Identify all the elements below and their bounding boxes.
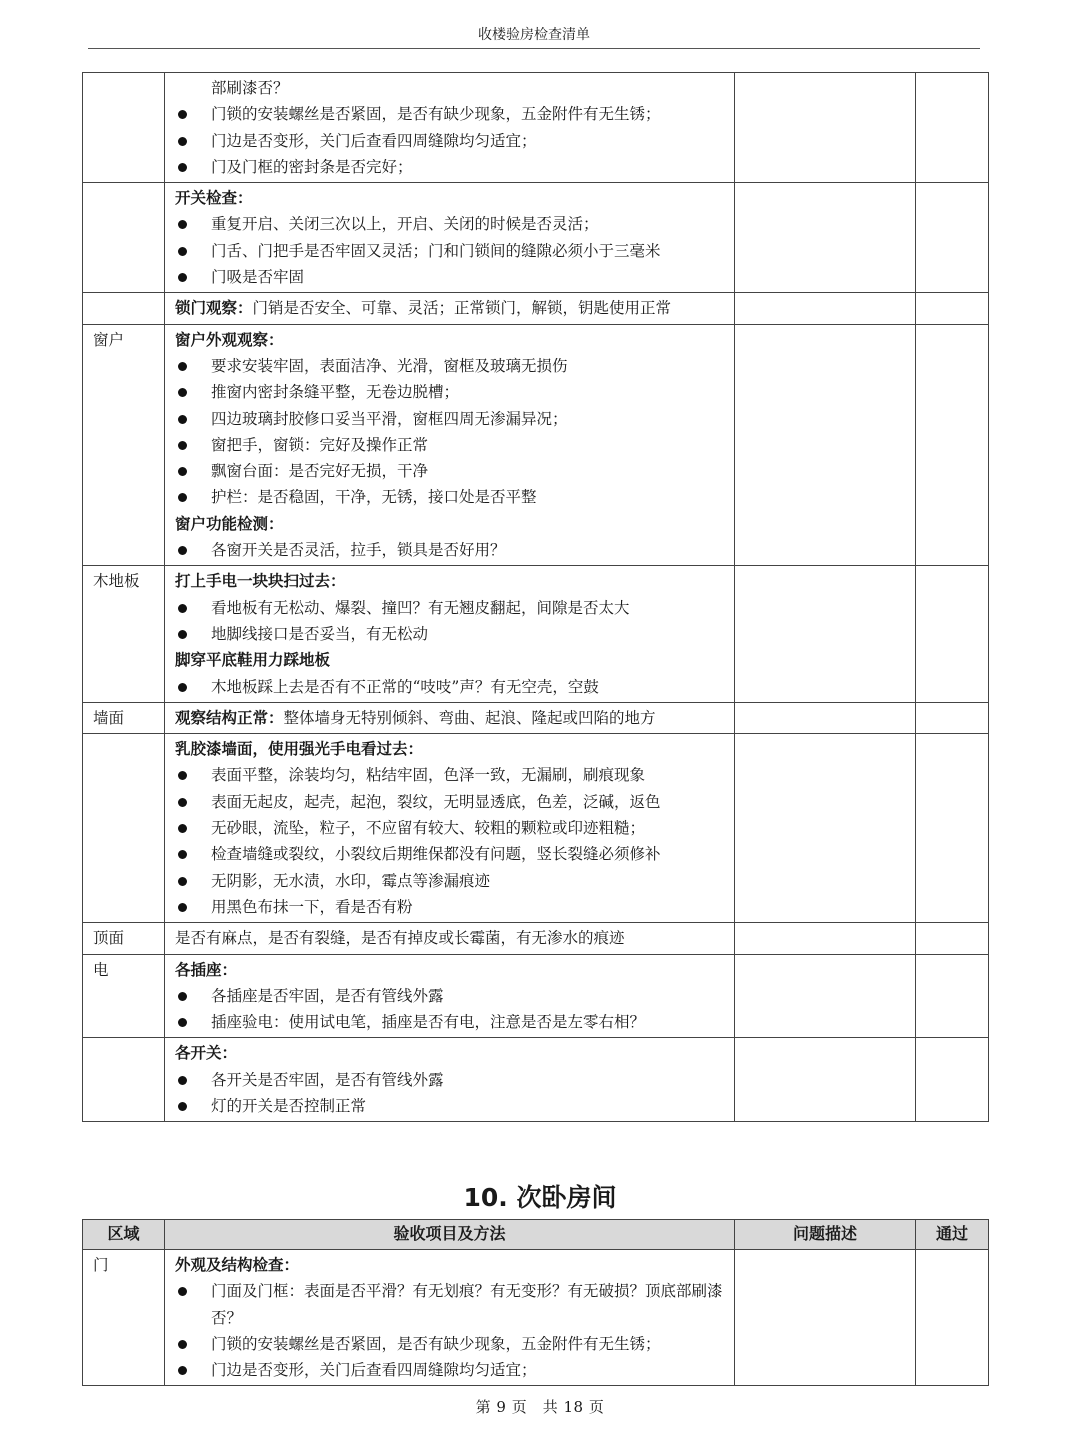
bullet-item: 用黑色布抹一下，看是否有粉 — [175, 894, 726, 920]
problem-description-cell[interactable] — [735, 954, 916, 1038]
table-row — [83, 566, 989, 702]
area-cell — [83, 734, 165, 923]
table-row — [83, 293, 989, 324]
area-cell: 电 — [83, 954, 165, 1038]
item-inline-text: 门销是否安全、可靠、灵活；正常锁门，解锁，钥匙使用正常 — [252, 299, 672, 318]
item-subheading: 窗户外观观察： — [175, 330, 284, 349]
header-item: 验收项目及方法 — [165, 1220, 735, 1250]
pass-cell[interactable] — [916, 1250, 989, 1386]
bullet-item: 表面无起皮，起壳，起泡，裂纹，无明显透底，色差，泛碱，返色 — [175, 789, 726, 815]
area-cell: 木地板 — [83, 566, 165, 702]
pass-cell[interactable] — [916, 923, 989, 954]
item-inline-line — [175, 295, 726, 321]
item-subheading: 开关检查： — [175, 189, 253, 208]
pass-cell[interactable] — [916, 73, 989, 183]
bullet-item: 各开关是否牢固，是否有管线外露 — [175, 1067, 726, 1093]
bullet-item: 门吸是否牢固 — [175, 264, 726, 290]
area-cell: 墙面 — [83, 702, 165, 733]
bullet-item: 插座验电：使用试电笔，插座是否有电，注意是否是左零右相？ — [175, 1009, 726, 1035]
bullet-item: 灯的开关是否控制正常 — [175, 1093, 726, 1119]
area-cell — [83, 293, 165, 324]
bullet-item: 检查墙缝或裂纹，小裂纹后期维保都没有问题，竖长裂缝必须修补 — [175, 841, 726, 867]
item-cell — [165, 73, 735, 183]
bullet-list — [175, 595, 726, 648]
problem-description-cell[interactable] — [735, 1038, 916, 1122]
item-cell — [165, 183, 735, 293]
table-row — [83, 954, 989, 1038]
problem-description-cell[interactable] — [735, 1250, 916, 1386]
table-row — [83, 183, 989, 293]
header-desc: 问题描述 — [735, 1220, 916, 1250]
problem-description-cell[interactable] — [735, 566, 916, 702]
bullet-item: 地脚线接口是否妥当，有无松动 — [175, 621, 726, 647]
item-subheading: 各插座： — [175, 960, 238, 979]
pass-cell[interactable] — [916, 954, 989, 1038]
pass-cell[interactable] — [916, 293, 989, 324]
bullet-list — [175, 1067, 726, 1120]
page-header — [88, 22, 980, 49]
item-inline-line — [175, 705, 726, 731]
item-cell — [165, 734, 735, 923]
table-row — [83, 702, 989, 733]
table-row — [83, 1250, 989, 1386]
bullet-item: 看地板有无松动、爆裂、撞凹？有无翘皮翻起，间隙是否太大 — [175, 595, 726, 621]
pass-cell[interactable] — [916, 1038, 989, 1122]
problem-description-cell[interactable] — [735, 734, 916, 923]
continued-text: 部刷漆否？ — [211, 79, 289, 97]
pass-cell[interactable] — [916, 734, 989, 923]
bullet-item: 表面平整，涂装均匀，粘结牢固，色泽一致，无漏刷，刷痕现象 — [175, 762, 726, 788]
item-subheading: 锁门观察： — [175, 299, 253, 318]
area-cell: 顶面 — [83, 923, 165, 954]
problem-description-cell[interactable] — [735, 73, 916, 183]
bullet-item: 木地板踩上去是否有不正常的“吱吱”声？有无空壳，空鼓 — [175, 674, 726, 700]
area-cell — [83, 73, 165, 183]
table-row — [83, 923, 989, 954]
table-row — [83, 324, 989, 566]
item-subheading: 乳胶漆墙面，使用强光手电看过去： — [175, 740, 424, 759]
checklist-table-second-bedroom — [82, 1219, 989, 1386]
bullet-item: 门面及门框：表面是否平滑？有无划痕？有无变形？有无破损？顶底部刷漆否？ — [175, 1278, 726, 1331]
problem-description-cell[interactable] — [735, 183, 916, 293]
bullet-item: 门边是否变形，关门后查看四周缝隙均匀适宜； — [175, 1357, 726, 1383]
area-cell: 门 — [83, 1250, 165, 1386]
bullet-item: 门锁的安装螺丝是否紧固，是否有缺少现象，五金附件有无生锈； — [175, 1331, 726, 1357]
item-subheading: 脚穿平底鞋用力踩地板 — [175, 651, 331, 670]
table-header-row — [83, 1220, 989, 1250]
item-cell — [165, 923, 735, 954]
bullet-item: 无阴影，无水渍，水印，霉点等渗漏痕迹 — [175, 868, 726, 894]
item-inline-text: 整体墙身无特别倾斜、弯曲、起浪、隆起或凹陷的地方 — [283, 708, 656, 727]
pass-cell[interactable] — [916, 183, 989, 293]
area-cell — [83, 1038, 165, 1122]
header-pass: 通过 — [916, 1220, 989, 1250]
bullet-list — [175, 537, 726, 563]
item-subheading: 观察结构正常： — [175, 708, 284, 727]
bullet-item: 门及门框的密封条是否完好； — [175, 154, 726, 180]
bullet-list — [175, 211, 726, 290]
bullet-item: 各插座是否牢固，是否有管线外露 — [175, 983, 726, 1009]
area-cell — [83, 183, 165, 293]
item-subheading: 各开关： — [175, 1044, 238, 1063]
bullet-list — [175, 101, 726, 180]
item-subheading: 打上手电一块块扫过去： — [175, 572, 346, 591]
item-cell — [165, 954, 735, 1038]
bullet-item: 门边是否变形，关门后查看四周缝隙均匀适宜； — [175, 128, 726, 154]
bullet-list — [175, 353, 726, 511]
problem-description-cell[interactable] — [735, 702, 916, 733]
bullet-list — [175, 674, 726, 700]
pass-cell[interactable] — [916, 702, 989, 733]
bullet-list — [175, 762, 726, 920]
header-area: 区域 — [83, 1220, 165, 1250]
pass-cell[interactable] — [916, 566, 989, 702]
bullet-item: 重复开启、关闭三次以上，开启、关闭的时候是否灵活； — [175, 211, 726, 237]
bullet-item: 四边玻璃封胶修口妥当平滑，窗框四周无渗漏异况； — [175, 406, 726, 432]
bullet-item: 要求安装牢固，表面洁净、光滑，窗框及玻璃无损伤 — [175, 353, 726, 379]
problem-description-cell[interactable] — [735, 923, 916, 954]
checklist-table-continued — [82, 72, 989, 1122]
header-title: 收楼验房检查清单 — [478, 27, 590, 43]
bullet-list — [175, 983, 726, 1036]
pass-cell[interactable] — [916, 324, 989, 566]
item-cell — [165, 702, 735, 733]
page-footer: 第 9 页 共 18 页 — [475, 1398, 605, 1416]
section-heading: 10. 次卧房间 — [463, 1183, 617, 1212]
bullet-item: 推窗内密封条缝平整，无卷边脱槽； — [175, 379, 726, 405]
table-row — [83, 1038, 989, 1122]
bullet-list — [175, 1278, 726, 1383]
item-cell — [165, 1250, 735, 1386]
bullet-item: 无砂眼，流坠，粒子，不应留有较大、较粗的颗粒或印迹粗糙； — [175, 815, 726, 841]
item-cell — [165, 324, 735, 566]
item-cell — [165, 566, 735, 702]
table-row — [83, 734, 989, 923]
item-subheading: 窗户功能检测： — [175, 514, 284, 533]
problem-description-cell[interactable] — [735, 324, 916, 566]
bullet-item: 窗把手，窗锁：完好及操作正常 — [175, 432, 726, 458]
area-cell: 窗户 — [83, 324, 165, 566]
bullet-item: 门锁的安装螺丝是否紧固，是否有缺少现象，五金附件有无生锈； — [175, 101, 726, 127]
bullet-item: 飘窗台面：是否完好无损，干净 — [175, 458, 726, 484]
bullet-item: 护栏：是否稳固，干净，无锈，接口处是否平整 — [175, 484, 726, 510]
item-subheading: 外观及结构检查： — [175, 1256, 300, 1274]
bullet-item: 门舌、门把手是否牢固又灵活；门和门锁间的缝隙必须小于三毫米 — [175, 238, 726, 264]
table-row — [83, 73, 989, 183]
problem-description-cell[interactable] — [735, 293, 916, 324]
bullet-item: 各窗开关是否灵活，拉手，锁具是否好用？ — [175, 537, 726, 563]
item-text: 是否有麻点，是否有裂缝，是否有掉皮或长霉菌，有无渗水的痕迹 — [175, 929, 625, 948]
item-cell — [165, 1038, 735, 1122]
item-cell — [165, 293, 735, 324]
